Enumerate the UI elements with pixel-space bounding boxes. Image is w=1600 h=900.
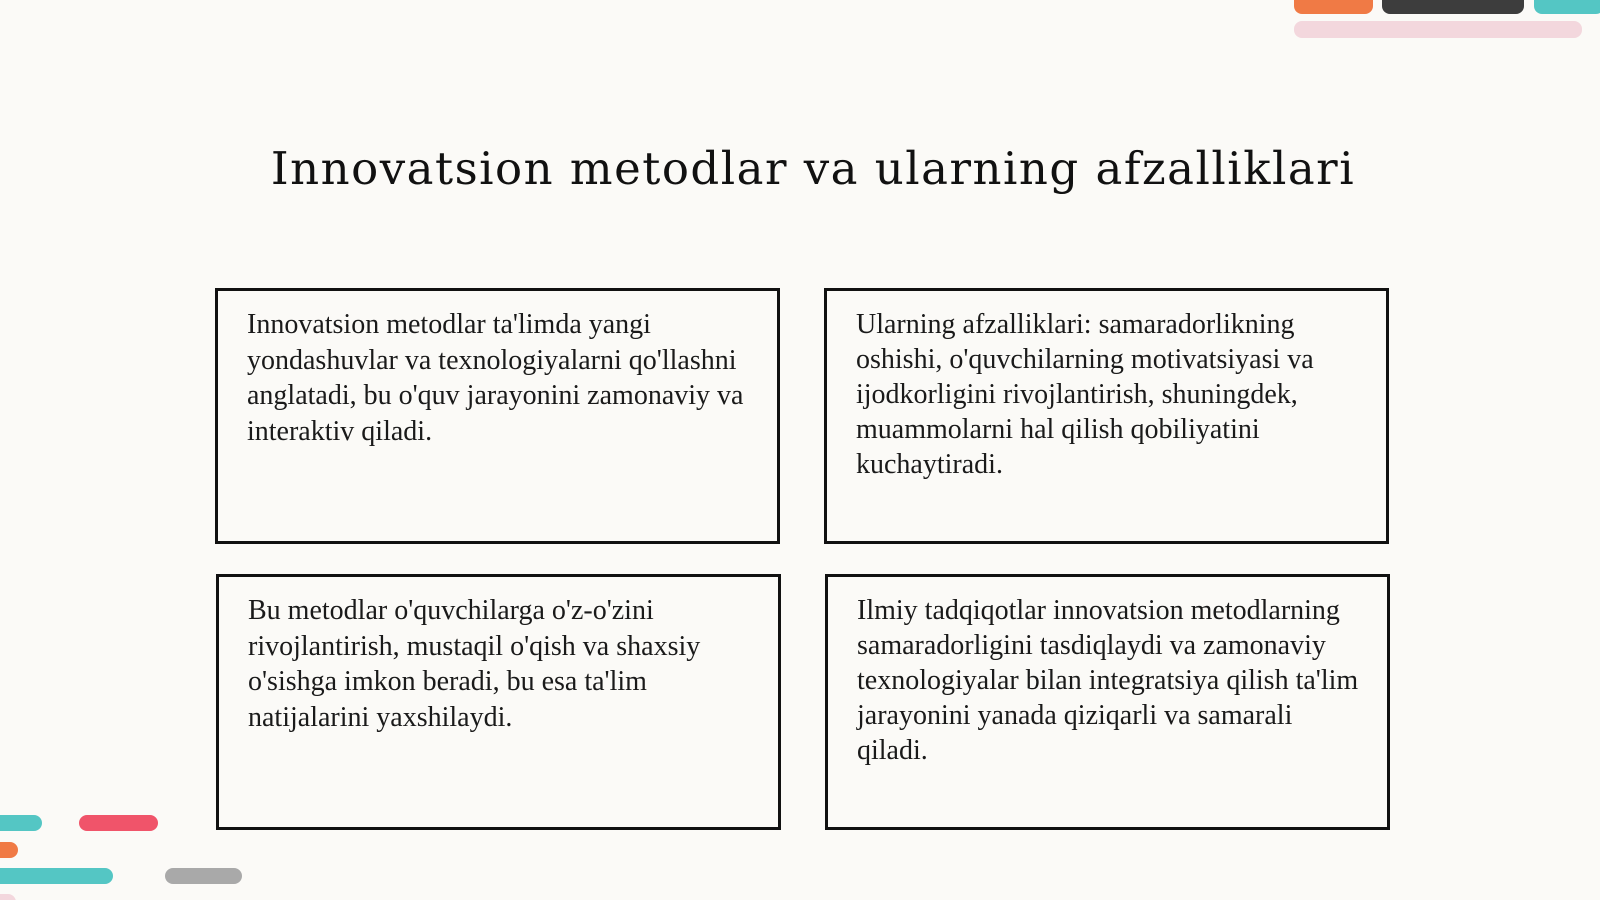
content-box-4: Ilmiy tadqiqotlar innovatsion metodlarning samaradorligini tasdiqlaydi va zamonaviy texnologiyalar bilan integratsiya qilish ta'lim jarayonini yanada qiziqarli va samarali qiladi. xyxy=(825,574,1390,830)
decor-bar-teal-bottom-2 xyxy=(0,868,113,884)
decor-bar-red-bottom xyxy=(79,815,158,831)
decor-bar-teal-bottom-1 xyxy=(0,815,42,831)
decor-bar-gray-bottom xyxy=(165,868,242,884)
decor-bar-light-bottom xyxy=(0,894,16,900)
slide-title: Innovatsion metodlar va ularning afzalliklari xyxy=(270,142,1356,195)
decor-bar-pink-top xyxy=(1294,21,1582,38)
decor-bar-orange-bottom xyxy=(0,842,18,858)
content-box-1: Innovatsion metodlar ta'limda yangi yondashuvlar va texnologiyalarni qo'llashni anglatadi, bu o'quv jarayonini zamonaviy va interaktiv qiladi. xyxy=(215,288,780,544)
decor-bar-teal-top xyxy=(1534,0,1600,14)
content-box-2: Ularning afzalliklari: samaradorlikning oshishi, o'quvchilarning motivatsiyasi va ijodkorligini rivojlantirish, shuningdek, muammolarni hal qilish qobiliyatini kuchaytiradi. xyxy=(824,288,1389,544)
decor-bar-dark-top xyxy=(1382,0,1524,14)
decor-bar-orange-top xyxy=(1294,0,1373,14)
content-box-3: Bu metodlar o'quvchilarga o'z-o'zini rivojlantirish, mustaqil o'qish va shaxsiy o'sishga imkon beradi, bu esa ta'lim natijalarini yaxshilaydi. xyxy=(216,574,781,830)
